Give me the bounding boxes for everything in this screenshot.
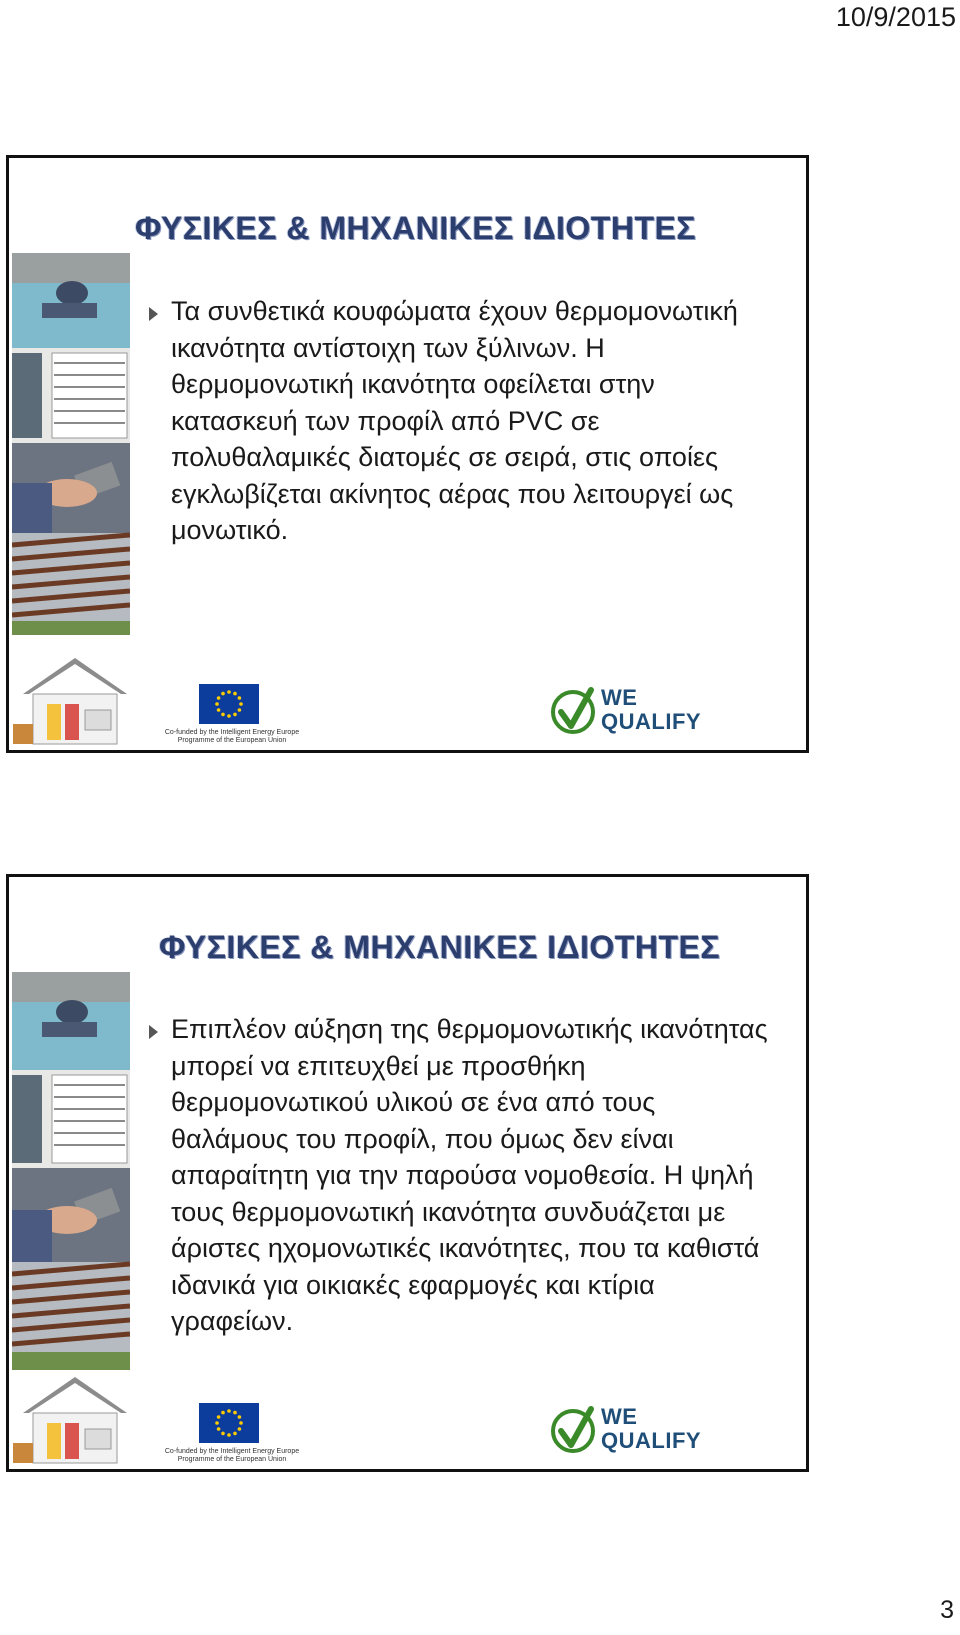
page-date: 10/9/2015 xyxy=(835,2,956,32)
bullet-item xyxy=(149,293,749,549)
eu-flag-icon xyxy=(199,1403,259,1443)
photo-strip xyxy=(12,972,130,1370)
slide-1 xyxy=(6,155,809,753)
we-qualify-logo xyxy=(549,1403,719,1457)
house-icon xyxy=(13,654,133,746)
strip-photos-image xyxy=(12,253,130,635)
strip-photos-image xyxy=(12,972,130,1370)
bullet-text: Επιπλέον αύξηση της θερμομονωτικής ικανότητας μπορεί να επιτευχθεί με προσθήκη θερμομονωτικού υλικού σε ένα από τους θαλάμους του προφίλ, που όμως δεν είναι απαραίτητη για την παρούσα νομοθεσία. Η ψηλή τους θερμομονωτική ικανότητα συνδυάζεται με άριστες ηχομονωτικές ικανότητες, που τα καθιστά ιδανικά για οικιακές εφαρμογές και κτίρια γραφείων. xyxy=(171,1014,768,1336)
bullet-item xyxy=(149,1011,779,1340)
logo-text xyxy=(601,686,701,734)
slide-footer xyxy=(9,1393,806,1469)
photo-strip xyxy=(12,253,130,635)
checkmark-icon xyxy=(549,684,599,738)
we-qualify-logo xyxy=(549,684,719,738)
slide-title: ΦΥΣΙΚΕΣ & ΜΗΧΑΝΙΚΕΣ ΙΔΙΟΤΗΤΕΣ xyxy=(159,929,721,965)
logo-line-2: QUALIFY xyxy=(601,1428,702,1453)
eu-caption: Co-funded by the Intelligent Energy Europe Programme of the European Union xyxy=(164,1448,300,1463)
checkmark-icon xyxy=(549,1403,599,1457)
house-icon xyxy=(13,1373,133,1465)
slide-title: ΦΥΣΙΚΕΣ & ΜΗΧΑΝΙΚΕΣ ΙΔΙΟΤΗΤΕΣ xyxy=(135,210,697,246)
bullet-text: Τα συνθετικά κουφώματα έχουν θερμομονωτική ικανότητα αντίστοιχη των ξύλινων. Η θερμομονωτική ικανότητα οφείλεται στην κατασκευή των προφίλ από PVC σε πολυθαλαμικές διατομές σε σειρά, στις οποίες εγκλωβίζεται ακίνητος αέρας που λειτουργεί ως μονωτικό. xyxy=(171,296,738,545)
eu-caption: Co-funded by the Intelligent Energy Europe Programme of the European Union xyxy=(164,729,300,744)
page-number: 3 xyxy=(940,1596,954,1624)
logo-line-2: QUALIFY xyxy=(601,709,702,734)
slide-2 xyxy=(6,874,809,1472)
slide-footer xyxy=(9,674,806,750)
logo-line-1: WE xyxy=(601,1404,638,1429)
bullet-arrow-icon xyxy=(149,307,158,321)
logo-text xyxy=(601,1405,701,1453)
eu-flag-icon xyxy=(199,684,259,724)
logo-line-1: WE xyxy=(601,685,638,710)
bullet-arrow-icon xyxy=(149,1025,158,1039)
